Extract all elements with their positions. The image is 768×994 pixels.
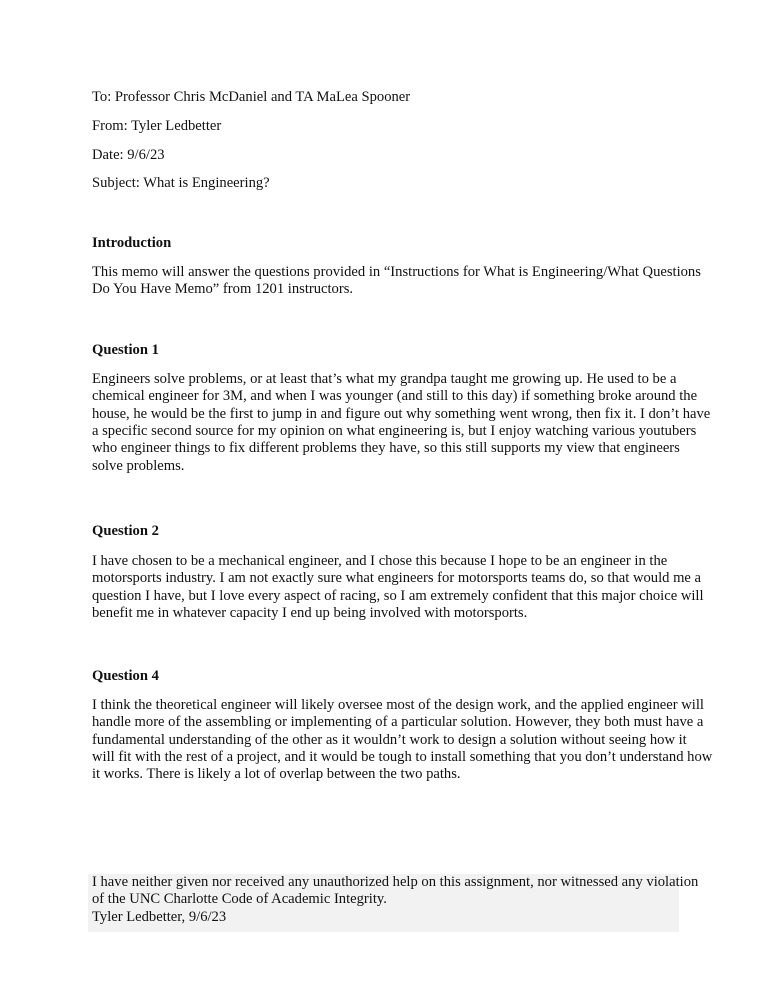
certification-line: I have neither given nor received any unauthorized help on this assignment, nor witnessed any violation xyxy=(92,874,699,890)
body-line: will fit with the rest of a project, and it would be tough to install something that you don’t understand how xyxy=(92,749,713,766)
memo-subject-line: Subject: What is Engineering? xyxy=(92,175,270,191)
body-line: This memo will answer the questions provided in “Instructions for What is Engineering/What Questions xyxy=(92,264,701,280)
body-line: solve problems. xyxy=(92,457,185,474)
section-body-question-2 xyxy=(92,553,704,622)
body-line: benefit me in whatever capacity I end up being involved with motorsports. xyxy=(92,605,528,622)
body-line: I have chosen to be a mechanical engineer, and I chose this because I hope to be an engineer in the xyxy=(92,553,668,569)
body-line: fundamental understanding of the other as it wouldn’t work to design a solution without seeing how it xyxy=(92,731,687,748)
body-line: who engineer things to fix different problems they have, so this still supports my view that engineers xyxy=(92,440,680,457)
body-line: I think the theoretical engineer will likely oversee most of the design work, and the applied engineer will xyxy=(92,697,704,713)
body-line: motorsports industry. I am not exactly sure what engineers for motorsports teams do, so that would me a xyxy=(92,570,702,587)
section-heading-question-1: Question 1 xyxy=(92,342,159,358)
section-heading-question-4: Question 4 xyxy=(92,668,159,684)
section-body-question-1 xyxy=(92,371,710,475)
body-line: Engineers solve problems, or at least that’s what my grandpa taught me growing up. He used to be a xyxy=(92,371,677,387)
body-line: house, he would be the first to jump in and figure out why something went wrong, then fix it. I don’t have xyxy=(92,405,711,422)
section-body-introduction xyxy=(92,264,701,299)
certification-signature: Tyler Ledbetter, 9/6/23 xyxy=(92,908,227,925)
body-line: chemical engineer for 3M, and when I was younger (and still to this day) if something broke around the xyxy=(92,388,698,405)
body-line: a specific second source for my opinion on what engineering is, but I enjoy watching various youtubers xyxy=(92,423,697,440)
certification-line: of the UNC Charlotte Code of Academic Integrity. xyxy=(92,891,387,908)
academic-integrity-statement xyxy=(88,874,699,932)
memo-to-line: To: Professor Chris McDaniel and TA MaLea Spooner xyxy=(92,89,411,105)
section-heading-question-2: Question 2 xyxy=(92,523,159,539)
memo-from-line: From: Tyler Ledbetter xyxy=(92,118,222,134)
body-line: Do You Have Memo” from 1201 instructors. xyxy=(92,281,354,298)
memo-date-line: Date: 9/6/23 xyxy=(92,147,165,163)
section-body-question-4 xyxy=(92,697,712,784)
body-line: handle more of the assembling or implementing of a particular solution. However, they both must have a xyxy=(92,714,704,731)
section-heading-introduction: Introduction xyxy=(92,235,172,251)
body-line: it works. There is likely a lot of overlap between the two paths. xyxy=(92,766,461,783)
body-line: question I have, but I love every aspect of racing, so I am extremely confident that this major choice will xyxy=(92,587,704,604)
